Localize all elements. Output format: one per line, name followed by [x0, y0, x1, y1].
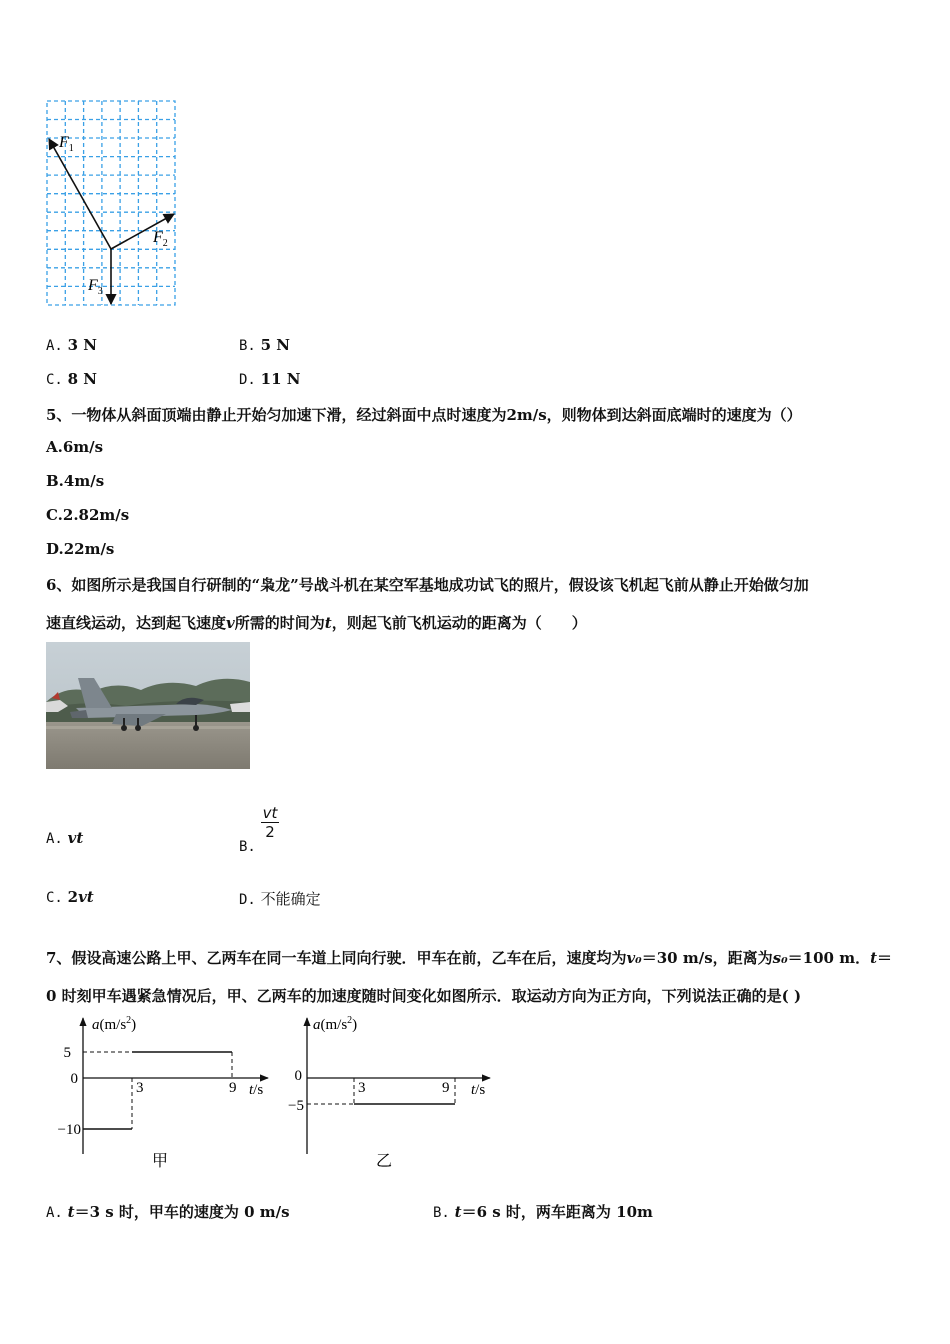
x-axis-label: t/s	[249, 1082, 264, 1098]
y-axis-label: $a(m/s^2)$	[92, 1015, 137, 1033]
x-tick-3: 3	[136, 1080, 144, 1096]
x-tick-3: 3	[358, 1080, 366, 1096]
q4-option-b: B. 5 N	[239, 336, 291, 354]
graph-caption-yi: 乙	[376, 1153, 393, 1170]
q4-option-c: C. 8 N	[46, 370, 98, 388]
q6-option-b: B. $\frac{vt}{2}$	[239, 804, 278, 855]
graph-caption-jia: 甲	[152, 1153, 169, 1170]
q5-option-b: B.4m/s	[46, 472, 105, 490]
q5-stem: 5、一物体从斜面顶端由静止开始匀加速下滑，经过斜面中点时速度为2m/s，则物体到达斜面底端时的速度为（）	[46, 406, 802, 424]
y-tick-0: 0	[70, 1071, 78, 1087]
q7-option-a: A. t＝3 s 时，甲车的速度为 0 m/s	[46, 1203, 290, 1221]
y-axis-label: $a(m/s^2)$	[313, 1015, 358, 1033]
y-tick-5: 5	[63, 1045, 71, 1061]
graph-jia	[46, 1012, 286, 1177]
f1-label: $F_1$	[59, 134, 74, 154]
q5-option-d: D.22m/s	[46, 540, 115, 558]
q6-stem-line1: 6、如图所示是我国自行研制的“枭龙”号战斗机在某空军基地成功试飞的照片，假设该飞机起飞前从静止开始做匀加	[46, 576, 809, 594]
q5-option-c: C.2.82m/s	[46, 506, 130, 524]
q6-option-d: D. 不能确定	[239, 890, 321, 908]
q7-stem-line1: 7、假设高速公路上甲、乙两车在同一车道上同向行驶．甲车在前，乙车在后，速度均为v₀＝30 m/s，距离为s₀＝100 m．t＝	[46, 949, 893, 967]
y-tick-neg5: −5	[288, 1098, 304, 1114]
force-vector-diagram	[40, 96, 185, 311]
vt-over-2-fraction: $\frac{vt}{2}$	[262, 804, 278, 841]
q6-option-c: C. 2vt	[46, 888, 94, 906]
x-axis-label: t/s	[471, 1082, 486, 1098]
q7-stem-line2: 0 时刻甲车遇紧急情况后，甲、乙两车的加速度随时间变化如图所示．取运动方向为正方向，下列说法正确的是( )	[46, 987, 802, 1005]
q4-option-d: D. 11 N	[239, 370, 301, 388]
fighter-jet-photo	[46, 642, 250, 769]
q6-option-a: A. vt	[46, 829, 84, 847]
f3-label: $F_3$	[88, 277, 103, 297]
q7-option-b: B. t＝6 s 时，两车距离为 10m	[433, 1203, 653, 1221]
y-tick-0: 0	[294, 1068, 302, 1084]
q5-option-a: A.6m/s	[46, 438, 104, 456]
x-tick-9: 9	[442, 1080, 450, 1096]
x-tick-9: 9	[229, 1080, 237, 1096]
f2-label: $F_2$	[153, 229, 168, 249]
graph-yi	[280, 1012, 510, 1177]
q4-option-a: A. 3 N	[46, 336, 98, 354]
y-tick-neg10: −10	[57, 1122, 81, 1138]
q6-stem-line2: 速直线运动，达到起飞速度v所需的时间为t，则起飞前飞机运动的距离为（ ）	[46, 614, 587, 632]
